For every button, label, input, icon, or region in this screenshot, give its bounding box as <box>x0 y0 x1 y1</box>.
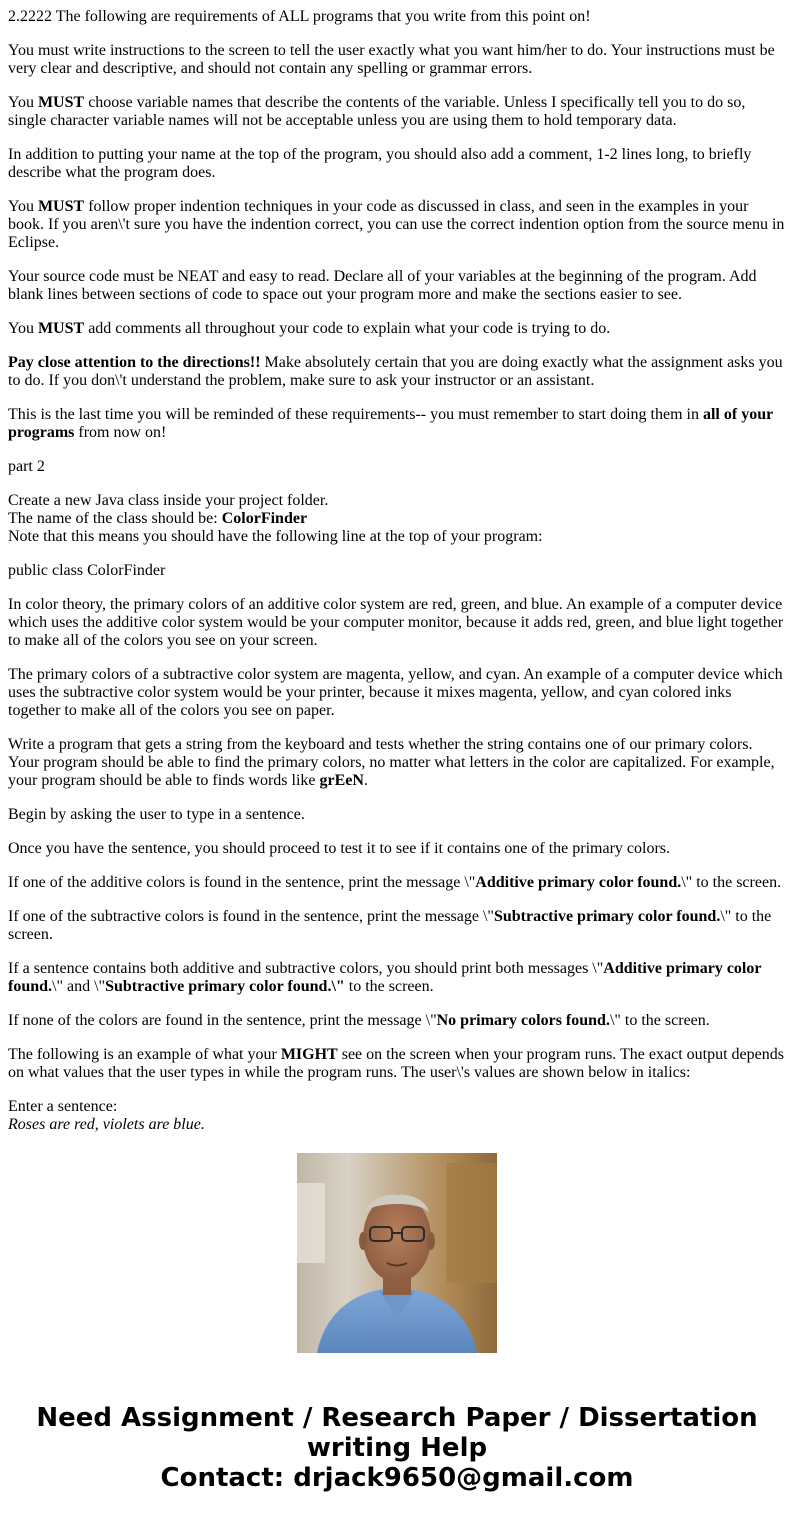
class-name: ColorFinder <box>221 510 308 527</box>
footer-line: Need Assignment / Research Paper / Dissertation <box>36 1403 758 1433</box>
paragraph: Pay close attention to the directions!! Make absolutely certain that you are doing exactly what the assignment asks you to do. If you don\'t understand the problem, make sure to ask your instructor or an assistant. <box>8 354 783 389</box>
paragraph: Create a new Java class inside your project folder. The name of the class should be: ColorFinder Note that this means you should have the following line at the top of your program: <box>8 492 543 545</box>
emphasis: MIGHT <box>280 1046 338 1063</box>
paragraph: 2.2222 The following are requirements of ALL programs that you write from this point on! <box>8 8 591 25</box>
paragraph: If a sentence contains both additive and subtractive colors, you should print both messages \"Additive primary color found.\" and \"Subtractive primary color found.\" to the screen. <box>8 960 762 995</box>
paragraph: Once you have the sentence, you should proceed to test it to see if it contains one of the primary colors. <box>8 840 671 857</box>
emphasis: MUST <box>37 198 85 215</box>
paragraph: Begin by asking the user to type in a sentence. <box>8 806 305 823</box>
paragraph: Write a program that gets a string from the keyboard and tests whether the string contains one of our primary colors. Your program should be able to find the primary colors, no matter what letters in the color are capitalized. For example, your program should be able to finds words like grEeN. <box>8 736 775 789</box>
emphasis: all of your programs <box>8 406 773 441</box>
paragraph: In addition to putting your name at the top of the program, you should also add a comment, 1-2 lines long, to briefly describe what the program does. <box>8 146 752 181</box>
author-photo <box>297 1153 497 1353</box>
emphasis: MUST <box>37 94 85 111</box>
emphasis: Additive primary color found. <box>475 874 682 891</box>
paragraph: You MUST choose variable names that describe the contents of the variable. Unless I specifically tell you to do so, single character variable names will not be acceptable unless you are using them to hold temporary data. <box>8 94 746 129</box>
sample-output: Enter a sentence: Roses are red, violets are blue. <box>8 1098 205 1133</box>
paragraph: In color theory, the primary colors of an additive color system are red, green, and blue. An example of a computer device which uses the additive color system would be your computer monitor, because it adds red, green, and blue light together to make all of the colors you see on your screen. <box>8 596 784 649</box>
paragraph: You MUST follow proper indention techniques in your code as discussed in class, and seen in the examples in your book. If you aren\'t sure you have the indention correct, you can use the correct indention option from the source menu in Eclipse. <box>8 198 785 251</box>
emphasis: MUST <box>37 320 85 337</box>
emphasis: No primary colors found. <box>436 1012 610 1029</box>
emphasis: Pay close attention to the directions!! <box>8 354 261 371</box>
emphasis: Subtractive primary color found.\" <box>105 978 345 995</box>
footer-contact: Contact: drjack9650@gmail.com <box>160 1463 634 1493</box>
paragraph: This is the last time you will be reminded of these requirements-- you must remember to start doing them in all of your programs from now on! <box>8 406 773 441</box>
portrait-image <box>297 1153 497 1353</box>
emphasis: Subtractive primary color found. <box>493 908 721 925</box>
user-input: Roses are red, violets are blue. <box>8 1116 205 1133</box>
paragraph: You MUST add comments all throughout your code to explain what your code is trying to do. <box>8 320 611 337</box>
paragraph: The following is an example of what your MIGHT see on the screen when your program runs. The exact output depends on what values that the user types in while the program runs. The user\'s values are shown below in italics: <box>8 1046 784 1081</box>
section-heading: part 2 <box>8 458 45 475</box>
footer-line: writing Help <box>306 1433 488 1463</box>
code-line: public class ColorFinder <box>8 562 166 579</box>
paragraph: The primary colors of a subtractive color system are magenta, yellow, and cyan. An example of a computer device which uses the subtractive color system would be your printer, because it mixes magenta, yellow, and cyan colored inks together to make all of the colors you see on paper. <box>8 666 783 719</box>
paragraph: If one of the additive colors is found in the sentence, print the message \"Additive primary color found.\" to the screen. <box>8 874 782 891</box>
paragraph: Your source code must be NEAT and easy to read. Declare all of your variables at the beginning of the program. Add blank lines between sections of code to space out your program more and make the sections easier to see. <box>8 268 757 303</box>
footer-banner <box>0 1403 794 1493</box>
paragraph: If none of the colors are found in the sentence, print the message \"No primary colors found.\" to the screen. <box>8 1012 710 1029</box>
paragraph: You must write instructions to the screen to tell the user exactly what you want him/her to do. Your instructions must be very clear and descriptive, and should not contain any spelling or grammar errors. <box>8 42 775 77</box>
emphasis: Additive primary color found. <box>8 960 762 995</box>
emphasis: grEeN <box>319 772 364 789</box>
paragraph: If one of the subtractive colors is found in the sentence, print the message \"Subtractive primary color found.\" to the screen. <box>8 908 772 943</box>
assignment-text <box>8 8 786 1133</box>
